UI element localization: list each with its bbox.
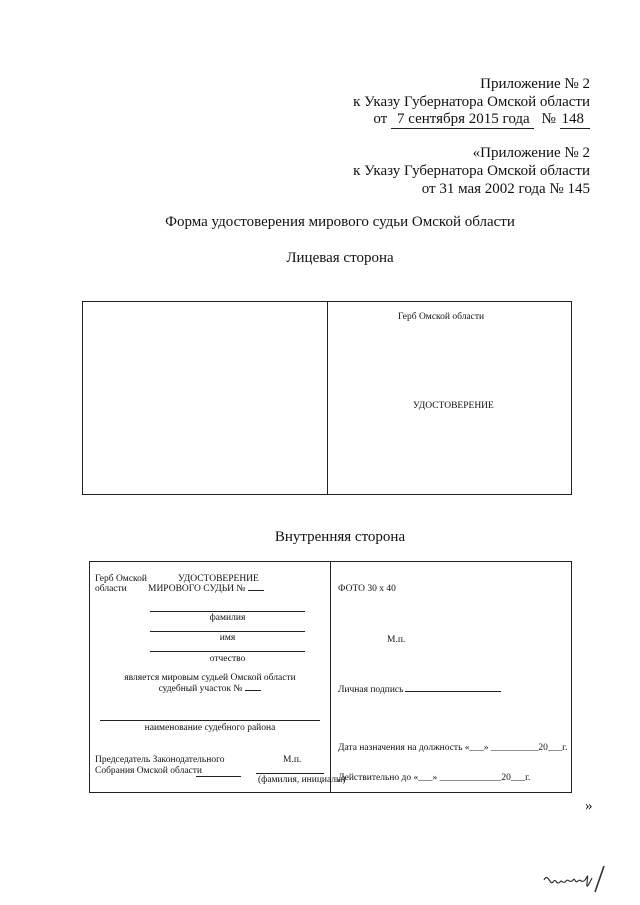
photo-label: ФОТО 30 х 40: [338, 584, 396, 594]
handwritten-mark: [540, 862, 610, 896]
right-stamp: М.п.: [387, 635, 406, 645]
number-prefix: №: [541, 111, 556, 127]
decree-number: 148: [560, 112, 591, 129]
valid-until: Действительно до «___» _____________20___г.: [338, 773, 531, 783]
surname-line: [150, 611, 305, 612]
inner-cert-line2: [148, 584, 264, 594]
chair-initials-line: [256, 773, 324, 774]
certificate-label: УДОСТОВЕРЕНИЕ: [413, 401, 494, 411]
court-district-label: судебный участок №: [158, 684, 243, 694]
old-appendix-decree-ref: к Указу Губернатора Омской области: [353, 163, 590, 179]
district-name-label: наименование судебного района: [144, 723, 276, 733]
inner-side-heading: Внутренняя сторона: [274, 529, 406, 545]
chair-signature-line: [196, 776, 241, 777]
personal-signature: [338, 685, 501, 695]
name-line: [150, 631, 305, 632]
inner-side-form: [89, 561, 572, 793]
personal-signature-line: [405, 691, 501, 692]
inner-divider: [330, 562, 331, 792]
appendix-title: Приложение № 2: [480, 76, 590, 92]
appendix-date-line: [373, 111, 590, 129]
closing-quote: »: [585, 798, 593, 814]
old-appendix-title: «Приложение № 2: [472, 145, 590, 161]
date-prefix: от: [373, 111, 388, 127]
old-appendix-date-line: от 31 мая 2002 года № 145: [421, 181, 590, 197]
front-divider: [327, 302, 328, 494]
chair-line1: Председатель Законодательного: [95, 755, 225, 765]
chair-initials-label: (фамилия, инициалы): [258, 775, 346, 785]
surname-label: фамилия: [209, 613, 246, 623]
chair-stamp: М.п.: [283, 755, 302, 765]
court-district-blank: [245, 690, 261, 691]
judge-number-blank: [248, 590, 264, 591]
document-title: Форма удостоверения мирового судьи Омской области: [165, 214, 515, 230]
front-side-heading: Лицевая сторона: [286, 250, 394, 266]
judge-number-label: МИРОВОГО СУДЬИ №: [148, 584, 246, 594]
appendix-decree-ref: к Указу Губернатора Омской области: [353, 94, 590, 110]
decree-date: 7 сентября 2015 года: [391, 112, 534, 129]
personal-signature-label: Личная подпись: [338, 685, 404, 695]
coat-of-arms-label: Герб Омской области: [398, 312, 485, 322]
chair-line2: Собрания Омской области: [95, 766, 202, 776]
inner-coat-line1: Герб Омской: [95, 574, 147, 584]
inner-coat-line2: области: [95, 584, 127, 594]
name-label: имя: [219, 633, 236, 643]
patronymic-line: [150, 651, 305, 652]
court-district: [90, 684, 330, 694]
inner-cert-line1: УДОСТОВЕРЕНИЕ: [178, 574, 259, 584]
front-side-form: [82, 301, 572, 495]
district-name-line: [100, 720, 320, 721]
patronymic-label: отчество: [209, 654, 246, 664]
judge-statement: является мировым судьей Омской области: [124, 673, 296, 683]
appointment-date: Дата назначения на должность «___» __________20___г.: [338, 743, 568, 753]
